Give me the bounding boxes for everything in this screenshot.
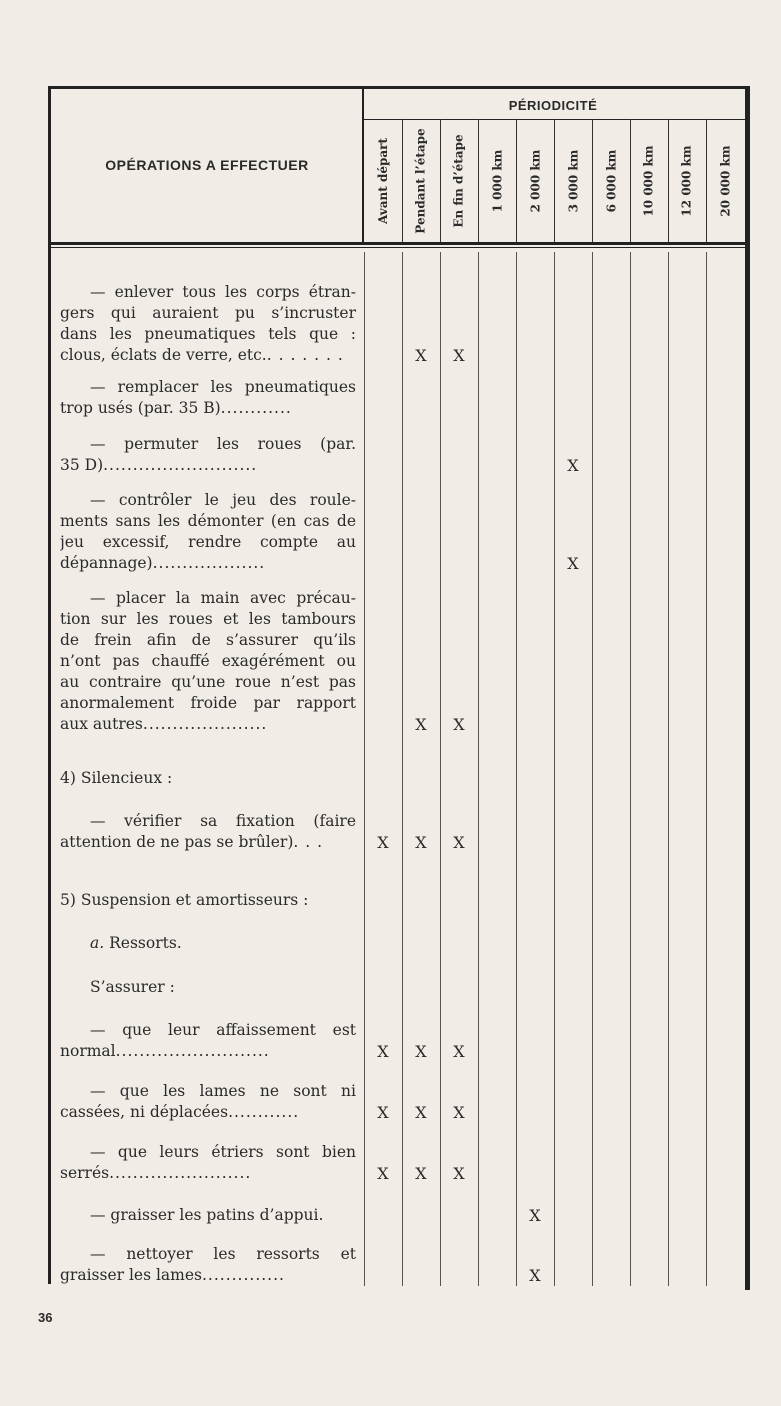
periodicity-mark: X — [377, 1042, 389, 1061]
sassurer-label: S’assurer : — [90, 978, 175, 996]
column-divider-header — [402, 119, 403, 242]
column-divider-body — [592, 252, 593, 1286]
dot-leader: . . . . . . . — [266, 346, 344, 364]
periodicity-mark: X — [377, 1103, 389, 1122]
operation-text-line: — remplacer les pneumatiques — [90, 378, 356, 396]
column-header-4 — [478, 122, 516, 240]
periodicity-mark: X — [453, 715, 465, 734]
column-header-1 — [364, 122, 402, 240]
dot-leader: .......................... — [115, 1042, 270, 1060]
dot-leader: ............ — [220, 399, 292, 417]
periodicity-mark: X — [415, 1164, 427, 1183]
periodicity-mark: X — [453, 1164, 465, 1183]
periodicity-mark: X — [415, 1042, 427, 1061]
operation-4 — [60, 490, 356, 574]
column-divider-body — [668, 252, 669, 1286]
operation-text-line: clous, éclats de verre, etc. — [60, 346, 267, 364]
column-header-label: Pendant l’étape — [414, 128, 429, 234]
periodicity-mark: X — [415, 1103, 427, 1122]
periodicity-mark: X — [529, 1206, 541, 1225]
operation-text-line: dépannage) — [60, 554, 153, 572]
operation-text-line: graisser les lames — [60, 1266, 202, 1284]
operation-3 — [60, 434, 356, 476]
operation-text-line: jeu excessif, rendre compte au — [60, 533, 356, 551]
column-divider-header — [440, 119, 441, 242]
periodicity-mark: X — [377, 833, 389, 852]
periodicity-mark: X — [415, 833, 427, 852]
column-header-label: En fin d’étape — [452, 134, 467, 228]
column-divider-body — [706, 252, 707, 1286]
column-divider-header — [630, 119, 631, 242]
operation-text-line: — que leur affaissement est — [90, 1021, 356, 1039]
operation-text-line: cassées, ni déplacées — [60, 1103, 229, 1121]
column-header-6 — [554, 122, 592, 240]
page-number: 36 — [38, 1310, 53, 1325]
column-divider-body — [478, 252, 479, 1286]
dot-leader: ........................ — [109, 1164, 252, 1182]
operation-text-line: — nettoyer les ressorts et — [90, 1245, 356, 1263]
operation-text-line: — permuter les roues (par. — [90, 435, 356, 453]
section-silencieux: 4) Silencieux : — [60, 769, 173, 787]
column-divider-header — [554, 119, 555, 242]
column-header-8 — [630, 122, 668, 240]
column-header-9 — [668, 122, 706, 240]
operation-text-line: — enlever tous les corps étran- — [90, 283, 356, 301]
operation-text-line: serrés — [60, 1164, 110, 1182]
operation-7 — [60, 1020, 356, 1062]
column-divider-body — [402, 252, 403, 1286]
dot-leader: ................... — [152, 554, 266, 572]
column-divider-body — [554, 252, 555, 1286]
operation-text-line: — contrôler le jeu des roule- — [90, 491, 356, 509]
column-divider-header — [706, 119, 707, 242]
operation-text-line: ments sans les démonter (en cas de — [60, 512, 356, 530]
operation-6 — [60, 811, 356, 853]
operation-text-line: — que les lames ne sont ni — [90, 1082, 356, 1100]
operation-text-line: au contraire qu’une roue n’est pas — [60, 673, 356, 691]
column-header-3 — [440, 122, 478, 240]
column-divider-body — [440, 252, 441, 1286]
table-left-border — [48, 86, 51, 1284]
operation-text-line: — placer la main avec précau- — [90, 589, 356, 607]
column-header-7 — [592, 122, 630, 240]
operation-text-line: de frein afin de s’assurer qu’ils — [60, 631, 356, 649]
section-suspension: 5) Suspension et amortisseurs : — [60, 891, 309, 909]
operation-text-line: normal — [60, 1042, 116, 1060]
column-header-label: 3 000 km — [566, 149, 581, 213]
operation-10 — [60, 1205, 356, 1226]
dot-leader — [323, 1205, 356, 1226]
dot-leader: . . . — [293, 833, 324, 851]
column-divider-body — [364, 252, 365, 1286]
header-bottom-rule — [48, 242, 750, 245]
column-divider-body — [516, 252, 517, 1286]
operation-text-line: attention de ne pas se brûler) — [60, 833, 294, 851]
column-divider-body — [630, 252, 631, 1286]
operation-text-line: trop usés (par. 35 B) — [60, 399, 221, 417]
column-header-10 — [706, 122, 745, 240]
periodicity-mark: X — [453, 1042, 465, 1061]
operation-text-line: anormalement froide par rapport — [60, 694, 356, 712]
periodicity-mark: X — [377, 1164, 389, 1183]
operation-text-line: tion sur les roues et les tambours — [60, 610, 356, 628]
periodicity-mark: X — [529, 1266, 541, 1285]
periodicity-mark: X — [567, 456, 579, 475]
column-header-5 — [516, 122, 554, 240]
dot-leader: ..................... — [142, 715, 268, 733]
column-divider-header — [668, 119, 669, 242]
operation-1 — [60, 282, 356, 366]
periodicity-mark: X — [415, 346, 427, 365]
column-divider-header — [516, 119, 517, 242]
periodicity-mark: X — [415, 715, 427, 734]
subsection-ressorts — [90, 933, 182, 954]
dot-leader: .............. — [201, 1266, 285, 1284]
column-header-label: 20 000 km — [718, 145, 733, 217]
periodicity-header: PÉRIODICITÉ — [508, 97, 598, 113]
operation-11 — [60, 1244, 356, 1286]
dot-leader: ............ — [228, 1103, 300, 1121]
periodicity-mark: X — [453, 1103, 465, 1122]
column-header-label: 2 000 km — [528, 149, 543, 213]
operation-text-line: — que leurs étriers sont bien — [90, 1143, 356, 1161]
operation-text-line: dans les pneumatiques tels que : — [60, 325, 356, 343]
operation-text-line: — graisser les patins d’appui. — [90, 1206, 324, 1224]
table-right-border — [745, 86, 750, 1290]
column-header-label: 1 000 km — [490, 149, 505, 213]
operation-text-line: 35 D) — [60, 456, 104, 474]
operation-text-line: — vérifier sa fixation (faire — [90, 812, 356, 830]
operation-text-line: aux autres — [60, 715, 143, 733]
column-header-label: 12 000 km — [680, 145, 694, 217]
column-divider-header — [478, 119, 479, 242]
operations-header: OPÉRATIONS A EFFECTUER — [105, 157, 309, 173]
periodicity-mark: X — [567, 554, 579, 573]
column-header-2 — [402, 122, 440, 240]
operation-2 — [60, 377, 356, 419]
operation-5 — [60, 588, 356, 735]
dot-leader: .......................... — [103, 456, 258, 474]
periodicity-mark: X — [453, 833, 465, 852]
operation-8 — [60, 1081, 356, 1123]
column-header-label: Avant départ — [376, 137, 391, 225]
column-header-label: 6 000 km — [604, 149, 619, 213]
periodicity-mark: X — [453, 346, 465, 365]
header-bottom-rule-2 — [48, 247, 750, 248]
column-divider-header — [592, 119, 593, 242]
table-top-border — [48, 86, 750, 89]
subsection-letter: a. — [90, 934, 105, 952]
operation-text-line: n’ont pas chauffé exagérément ou — [60, 652, 356, 670]
subsection-title: Ressorts. — [109, 934, 182, 952]
operation-9 — [60, 1142, 356, 1184]
column-header-label: 10 000 km — [642, 145, 656, 217]
operation-text-line: gers qui auraient pu s’incruster — [60, 304, 356, 322]
